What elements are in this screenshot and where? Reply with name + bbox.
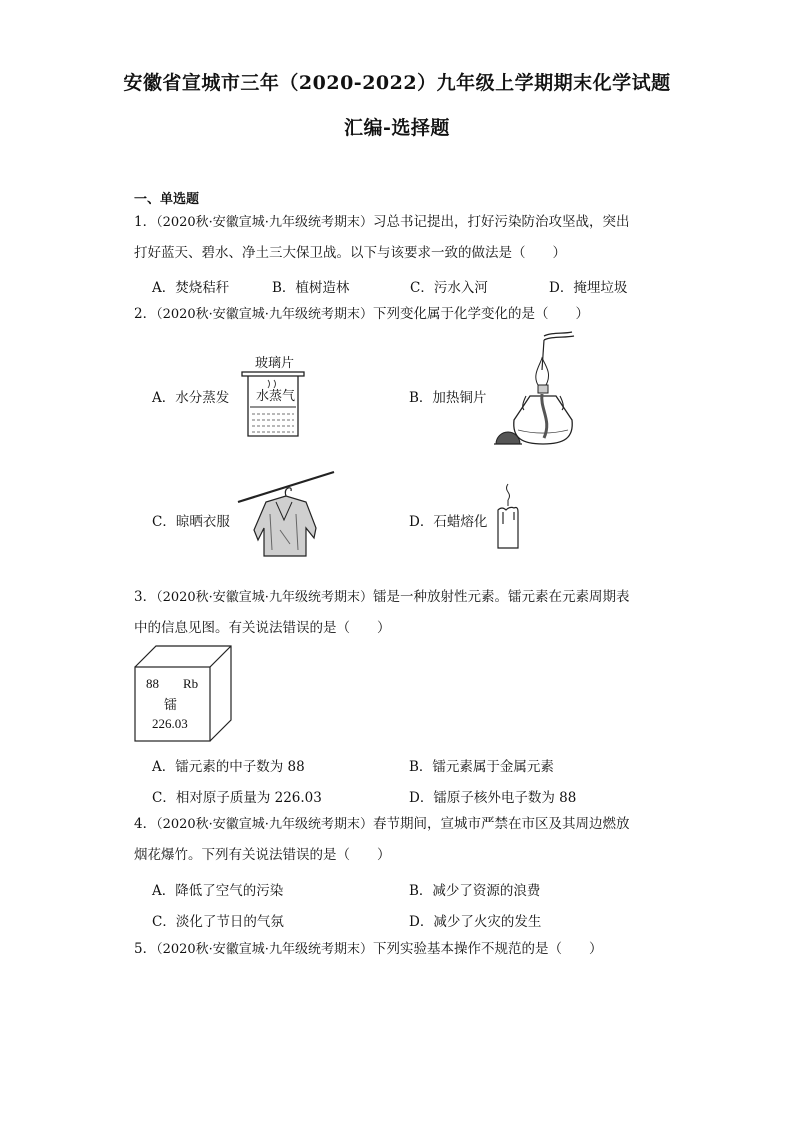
section-heading: 一、单选题: [134, 192, 200, 207]
q4-option-d: D．减少了火灾的发生: [409, 914, 542, 930]
question-text: 下列实验基本操作不规范的是（ ）: [372, 941, 603, 957]
q3-option-b: B．镭元素属于金属元素: [409, 759, 554, 775]
question-source: （2020秋·安徽宣城·九年级统考期末）: [156, 215, 373, 230]
q1-option-b: B．植树造林: [272, 280, 350, 296]
document-subtitle: 汇编-选择题: [344, 117, 450, 139]
question-number: 5．: [134, 941, 157, 957]
q2-option-c: C．晾晒衣服: [152, 514, 230, 530]
element-name: 镭: [164, 697, 178, 712]
question-1-line-2: 打好蓝天、碧水、净土三大保卫战。以下与该要求一致的做法是（ ）: [134, 245, 566, 261]
q4-option-b: B．减少了资源的浪费: [409, 883, 541, 899]
clothes-drying-illustration: [236, 470, 336, 560]
q4-option-a: A．降低了空气的污染: [152, 883, 284, 899]
q3-option-a: A．镭元素的中子数为 88: [152, 759, 305, 775]
q4-option-c: C．淡化了节日的气氛: [152, 914, 284, 930]
question-text: 习总书记提出，打好污染防治攻坚战，突出: [372, 214, 630, 230]
glass-slide-label: 玻璃片: [255, 356, 295, 371]
question-5-line-1: [134, 934, 664, 965]
element-atomic-number: 88: [146, 676, 159, 691]
question-1-line-1: [134, 207, 664, 238]
alcohol-lamp-copper-illustration: [494, 330, 594, 450]
q1-option-c: C．污水入河: [410, 280, 488, 296]
q3-option-d: D．镭原子核外电子数为 88: [409, 790, 577, 806]
question-text: 春节期间，宣城市严禁在市区及其周边燃放: [372, 816, 630, 832]
element-atomic-mass: 226.03: [152, 716, 188, 731]
water-vapor-label: 水蒸气: [256, 389, 296, 404]
q3-option-c: C．相对原子质量为 226.03: [152, 790, 322, 806]
question-2-line-1: [134, 299, 664, 330]
document-title: 安徽省宣城市三年（2020-2022）九年级上学期期末化学试题: [123, 72, 671, 94]
question-number: 3．: [134, 589, 157, 605]
question-source: （2020秋·安徽宣城·九年级统考期末）: [156, 817, 373, 832]
question-3-line-2: 中的信息见图。有关说法错误的是（ ）: [134, 620, 391, 636]
question-4-line-2: 烟花爆竹。下列有关说法错误的是（ ）: [134, 847, 391, 863]
q2-option-a: A．水分蒸发: [152, 390, 230, 406]
q1-option-d: D．掩埋垃圾: [549, 280, 628, 296]
question-source: （2020秋·安徽宣城·九年级统考期末）: [156, 590, 373, 605]
q1-option-a: A．焚烧秸秆: [152, 280, 230, 296]
question-number: 2．: [134, 306, 157, 322]
candle-illustration: [494, 482, 522, 552]
question-text: 镭是一种放射性元素。镭元素在元素周期表: [372, 589, 630, 605]
element-symbol: Rb: [183, 676, 199, 691]
question-source: （2020秋·安徽宣城·九年级统考期末）: [156, 307, 373, 322]
question-source: （2020秋·安徽宣城·九年级统考期末）: [156, 942, 373, 957]
question-number: 1．: [134, 214, 157, 230]
question-4-line-1: [134, 809, 664, 840]
q2-option-b: B．加热铜片: [409, 390, 487, 406]
question-number: 4．: [134, 816, 157, 832]
question-3-line-1: [134, 582, 664, 613]
question-text: 下列变化属于化学变化的是（ ）: [372, 306, 589, 322]
q2-option-d: D．石蜡熔化: [409, 514, 488, 530]
